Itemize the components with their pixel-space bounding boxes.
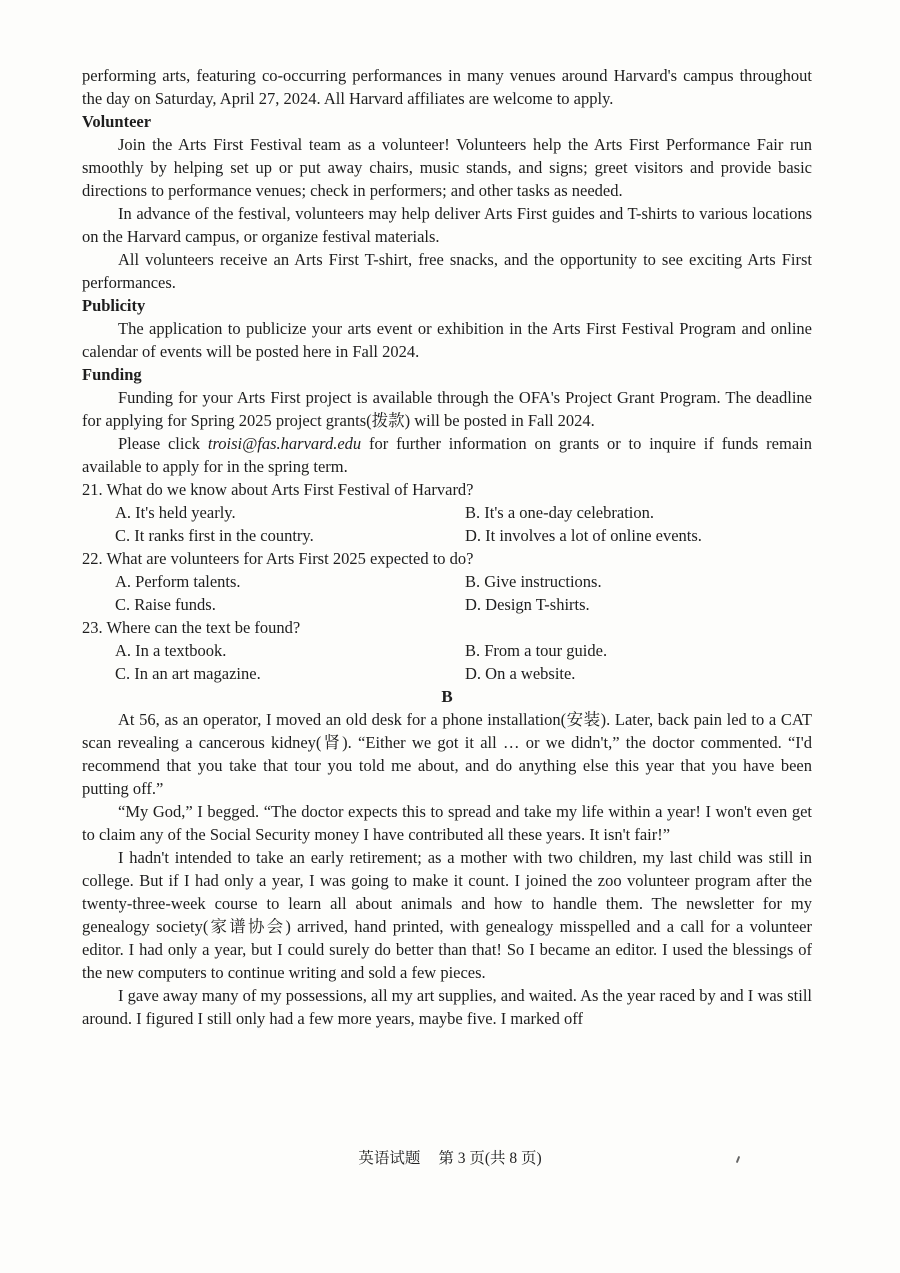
option-22-c: C. Raise funds. <box>115 595 216 614</box>
passage-b-paragraph-1: At 56, as an operator, I moved an old desk for a phone installation(安装). Later, back pain led to a CAT scan revealing a cancerous kidney(肾). “Either we got it all … or we didn't,” the doctor commented. “I'd recommend that you take that tour you told me about, and do anything else this year that you have been putting off.” <box>82 710 812 798</box>
question-22-options <box>82 570 812 616</box>
section-heading-publicity: Publicity <box>82 296 146 315</box>
option-23-d: D. On a website. <box>465 664 576 683</box>
option-23-a: A. In a textbook. <box>115 641 227 660</box>
passage-b-paragraph-2: “My God,” I begged. “The doctor expects this to spread and take my life within a year! I won't even get to claim any of the Social Security money I have contributed all these years. It isn't fair!” <box>82 802 812 844</box>
publicity-paragraph-1: The application to publicize your arts event or exhibition in the Arts First Festival Program and online calendar of events will be posted here in Fall 2024. <box>82 319 812 361</box>
funding-contact-pre: Please click <box>118 434 208 453</box>
question-21-number: 21. <box>82 480 103 499</box>
passage-b-paragraph-3: I hadn't intended to take an early retirement; as a mother with two children, my last child was still in college. But if I had only a year, I was going to make it count. I joined the zoo volunteer program after the twenty-three-week course to learn all about animals and how to handle them. The newsletter for my genealogy society(家谱协会) arrived, hand printed, with genealogy misspelled and a call for a volunteer editor. I had only a year, but I could surely do better than that! So I became an editor. I used the blessings of the new computers to continue writing and sold a few pieces. <box>82 848 812 982</box>
question-22 <box>82 547 812 616</box>
question-23-number: 23. <box>82 618 103 637</box>
funding-paragraph-1: Funding for your Arts First project is available through the OFA's Project Grant Program. The deadline for applying for Spring 2025 project grants(拨款) will be posted in Fall 2024. <box>82 388 812 430</box>
volunteer-paragraph-1: Join the Arts First Festival team as a volunteer! Volunteers help the Arts First Performance Fair run smoothly by helping set up or put away chairs, music stands, and signs; greet visitors and provide basic directions to performance venues; check in performers; and other tasks as needed. <box>82 135 812 200</box>
volunteer-paragraph-2: In advance of the festival, volunteers may help deliver Arts First guides and T-shirts to various locations on the Harvard campus, or organize festival materials. <box>82 204 812 246</box>
footer-doc-title: 英语试题 <box>358 1150 421 1167</box>
option-21-d: D. It involves a lot of online events. <box>465 526 702 545</box>
option-23-c: C. In an art magazine. <box>115 664 261 683</box>
section-heading-volunteer: Volunteer <box>82 112 152 131</box>
question-23-text: Where can the text be found? <box>106 618 301 637</box>
passage-b-paragraph-4: I gave away many of my possessions, all my art supplies, and waited. As the year raced by and I was still around. I figured I still only had a few more years, maybe five. I marked off <box>82 986 812 1028</box>
option-22-b: B. Give instructions. <box>465 572 602 591</box>
footer-page-number: 第 3 页(共 8 页) <box>438 1150 542 1167</box>
option-22-a: A. Perform talents. <box>115 572 241 591</box>
page-content <box>82 64 812 1030</box>
volunteer-paragraph-3: All volunteers receive an Arts First T-shirt, free snacks, and the opportunity to see exciting Arts First performances. <box>82 250 812 292</box>
option-23-b: B. From a tour guide. <box>465 641 608 660</box>
passage-a-continuation: performing arts, featuring co-occurring performances in many venues around Harvard's campus throughout the day on Saturday, April 27, 2024. All Harvard affiliates are welcome to apply. <box>82 66 812 108</box>
option-21-b: B. It's a one-day celebration. <box>465 503 654 522</box>
email-address: troisi@fas.harvard.edu <box>207 434 362 453</box>
section-b-label: B <box>441 687 453 706</box>
question-22-text: What are volunteers for Arts First 2025 expected to do? <box>106 549 474 568</box>
question-23 <box>82 616 812 685</box>
funding-contact-post: for further information on grants or to inquire if funds remain available to apply for in the spring term. <box>82 434 812 476</box>
page-footer <box>0 1146 900 1168</box>
question-21 <box>82 478 812 547</box>
question-22-number: 22. <box>82 549 103 568</box>
question-21-text: What do we know about Arts First Festival of Harvard? <box>106 480 474 499</box>
section-heading-funding: Funding <box>82 365 142 384</box>
funding-contact-paragraph <box>82 432 812 478</box>
option-21-a: A. It's held yearly. <box>115 503 236 522</box>
question-23-options <box>82 639 812 685</box>
question-21-options <box>82 501 812 547</box>
option-22-d: D. Design T-shirts. <box>465 595 590 614</box>
option-21-c: C. It ranks first in the country. <box>115 526 314 545</box>
